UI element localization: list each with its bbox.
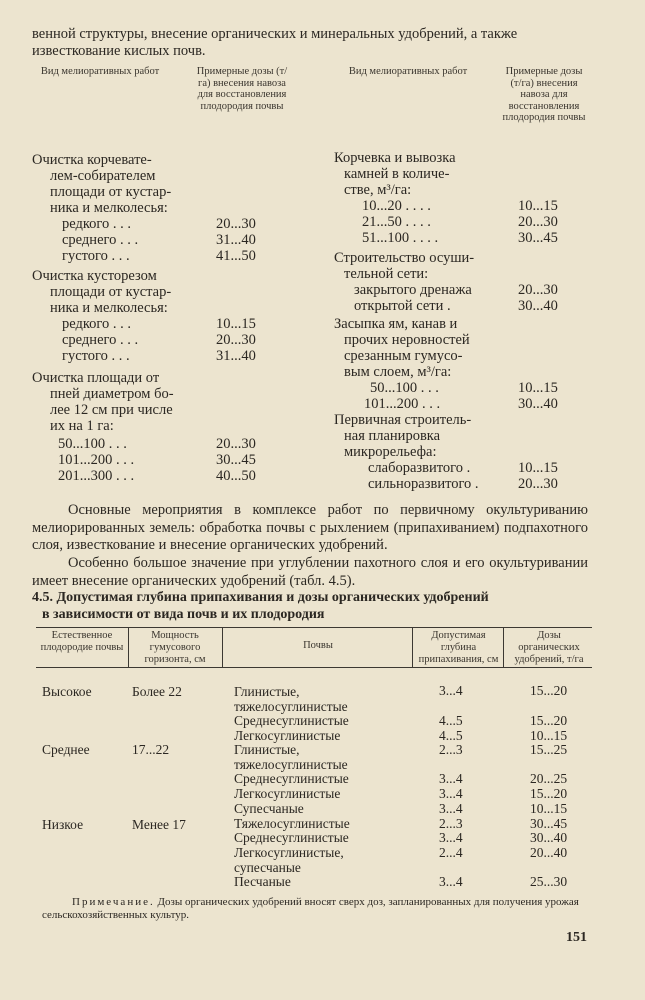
left-g2-row-label: густого . . . (62, 348, 130, 364)
right-g1-row-value: 10...15 (518, 198, 558, 214)
right-header-type: Вид мелиоративных работ (348, 66, 468, 77)
right-g4-line: Первичная строитель- (334, 412, 472, 428)
note-label: Примечание. (72, 896, 155, 908)
right-g1-row-value: 30...45 (518, 230, 558, 246)
humus-cell: Более 22 (132, 684, 182, 699)
note-text: Дозы органических удобрений вносят сверх доз, запланированных для получения урожая сельскохозяйственных культур. (42, 896, 579, 921)
right-g4-row-value: 20...30 (518, 476, 558, 492)
dose-cell: 20...40 (530, 845, 568, 860)
right-g4-line: микрорельефа: (344, 444, 437, 460)
depth-cell: 3...4 (439, 801, 463, 816)
left-g1-line: ника и мелколесья: (50, 200, 168, 216)
fertility-cell: Высокое (42, 684, 92, 699)
right-g2-row-label: закрытого дренажа (354, 282, 472, 298)
depth-cell: 2...3 (439, 816, 463, 831)
dose-cell: 20...25 (530, 771, 568, 786)
left-g3-row-label: 50...100 . . . (58, 436, 127, 452)
dose-cell: 15...20 (530, 713, 568, 728)
dose-cell: 10...15 (530, 801, 568, 816)
table-col-divider (128, 627, 129, 667)
table-col-divider (222, 627, 223, 667)
right-g1-row-label: 21...50 . . . . (362, 214, 431, 230)
left-g2-row-value: 20...30 (216, 332, 256, 348)
humus-cell: Менее 17 (132, 817, 186, 832)
left-g2-row-label: среднего . . . (62, 332, 139, 348)
right-g1-line: Корчевка и вывозка (334, 150, 456, 166)
soil-cell: Тяжелосуглинистые (234, 816, 350, 831)
depth-cell: 2...3 (439, 742, 463, 757)
table-top-rule (36, 627, 592, 628)
left-g1-row-label: редкого . . . (62, 216, 132, 232)
depth-cell: 2...4 (439, 845, 463, 860)
fertility-cell: Низкое (42, 817, 84, 832)
left-header-type: Вид мелиоративных работ (40, 66, 160, 77)
left-g2-line: Очистка кусторезом (32, 268, 157, 284)
left-g1-line: лем-собирателем (50, 168, 156, 184)
left-g3-line: Очистка площади от (32, 370, 160, 386)
soil-cell: Песчаные (234, 874, 291, 889)
right-g4-row-value: 10...15 (518, 460, 558, 476)
left-g1-row-value: 41...50 (216, 248, 256, 264)
right-g3-row-value: 30...40 (518, 396, 558, 412)
right-g3-row-label: 101...200 . . . (364, 396, 441, 412)
right-g3-line: срезанным гумусо- (344, 348, 463, 364)
depth-cell: 4...5 (439, 713, 463, 728)
dose-cell: 15...25 (530, 742, 568, 757)
left-g3-row-value: 20...30 (216, 436, 256, 452)
header-humus: Мощность гумусового горизонта, см (144, 630, 206, 665)
depth-cell: 4...5 (439, 728, 463, 743)
dose-cell: 30...45 (530, 816, 568, 831)
left-g2-line: площади от кустар- (50, 284, 172, 300)
table-note (42, 896, 592, 922)
dose-cell: 15...20 (530, 786, 568, 801)
page-number: 151 (566, 930, 587, 945)
right-g2-line: тельной сети: (344, 266, 429, 282)
depth-cell: 3...4 (439, 786, 463, 801)
left-g1-line: Очистка корчевате- (32, 152, 152, 168)
left-header-dose: Примерные дозы (т/га) внесения навоза для восстановления плодородия почвы (196, 66, 288, 112)
dose-cell: 15...20 (530, 683, 568, 698)
header-fertility: Естественное плодородие почвы (40, 630, 124, 653)
soil-cell: Легкосуглинистые (234, 786, 341, 801)
left-g3-line: лее 12 см при числе (50, 402, 173, 418)
dose-cell: 25...30 (530, 874, 568, 889)
header-soil: Почвы (303, 640, 333, 651)
left-g3-line: их на 1 га: (50, 418, 114, 434)
left-g3-line: пней диаметром бо- (50, 386, 174, 402)
right-g1-row-label: 10...20 . . . . (362, 198, 431, 214)
left-g1-row-value: 20...30 (216, 216, 256, 232)
left-g2-row-label: редкого . . . (62, 316, 132, 332)
soil-cell: Среднесуглинистые (234, 830, 349, 845)
left-g2-row-value: 31...40 (216, 348, 256, 364)
left-g2-row-value: 10...15 (216, 316, 256, 332)
soil-cell: Глинистые, тяжелосуглинистые (234, 684, 348, 714)
right-g3-row-label: 50...100 . . . (370, 380, 439, 396)
right-header-dose: Примерные дозы (т/га) внесения навоза для восстановления плодородия почвы (502, 66, 586, 123)
soil-cell: Среднесуглинистые (234, 771, 349, 786)
table-col-divider (412, 627, 413, 667)
right-g1-line: камней в количе- (344, 166, 450, 182)
left-g3-row-value: 40...50 (216, 468, 256, 484)
right-g2-row-label: открытой сети . (354, 298, 451, 314)
left-g3-row-label: 101...200 . . . (58, 452, 135, 468)
right-g4-line: ная планировка (344, 428, 441, 444)
humus-cell: 17...22 (132, 742, 170, 757)
intro-text: венной структуры, внесение органических и минеральных удобрений, а также известкование кислых почв. (32, 26, 518, 59)
header-depth: Допустимая глубина припахивания, см (418, 630, 499, 665)
left-g1-row-label: густого . . . (62, 248, 130, 264)
table-col-divider (503, 627, 504, 667)
left-g1-line: площади от кустар- (50, 184, 172, 200)
table-header-rule (36, 667, 592, 668)
soil-cell: Глинистые, тяжелосуглинистые (234, 742, 348, 772)
header-dose: Дозы органических удобрений, т/га (514, 630, 584, 665)
depth-cell: 3...4 (439, 830, 463, 845)
right-g2-row-value: 30...40 (518, 298, 558, 314)
soil-cell: Супесчаные (234, 801, 304, 816)
left-g2-line: ника и мелколесья: (50, 300, 168, 316)
right-g1-row-label: 51...100 . . . . (362, 230, 439, 246)
soil-cell: Легкосуглинистые (234, 728, 341, 743)
right-g2-row-value: 20...30 (518, 282, 558, 298)
depth-cell: 3...4 (439, 874, 463, 889)
table-title-line1: 4.5. Допустимая глубина припахивания и дозы органических удобрений (32, 590, 489, 605)
right-g3-line: прочих неровностей (344, 332, 470, 348)
right-g1-line: стве, м³/га: (344, 182, 412, 198)
dose-cell: 30...40 (530, 830, 568, 845)
right-g2-line: Строительство осуши- (334, 250, 475, 266)
soil-cell: Среднесуглинистые (234, 713, 349, 728)
right-g1-row-value: 20...30 (518, 214, 558, 230)
table-title-line2: в зависимости от вида почв и их плодородия (42, 607, 325, 622)
depth-cell: 3...4 (439, 683, 463, 698)
soil-cell: Легкосуглинистые, супесчаные (234, 845, 344, 875)
left-g3-row-label: 201...300 . . . (58, 468, 135, 484)
paragraph-2: Особенно большое значение при углублении пахотного слоя и его окультуривании имеет внесение органических удобрений (табл. 4.5). (32, 555, 588, 589)
fertility-cell: Среднее (42, 742, 90, 757)
right-g3-line: Засыпка ям, канав и (334, 316, 458, 332)
depth-cell: 3...4 (439, 771, 463, 786)
paragraph-1: Основные мероприятия в комплексе работ по первичному окультуриванию мелиорированных земель: обработка почвы с рыхлением (припахиванием) подпахотного слоя, известкование и внесение органических удобрений. (32, 502, 588, 553)
left-g3-row-value: 30...45 (216, 452, 256, 468)
right-g4-row-label: сильноразвитого . (368, 476, 479, 492)
dose-cell: 10...15 (530, 728, 568, 743)
right-g3-row-value: 10...15 (518, 380, 558, 396)
right-g4-row-label: слаборазвитого . (368, 460, 471, 476)
right-g3-line: вым слоем, м³/га: (344, 364, 452, 380)
left-g1-row-label: среднего . . . (62, 232, 139, 248)
left-g1-row-value: 31...40 (216, 232, 256, 248)
